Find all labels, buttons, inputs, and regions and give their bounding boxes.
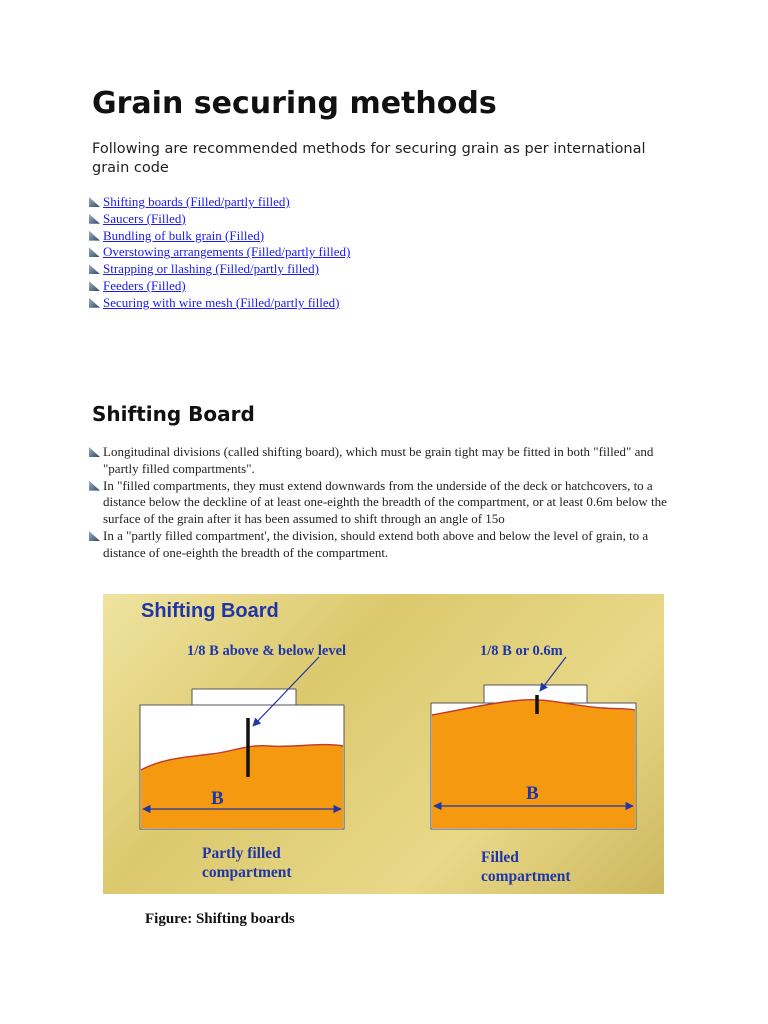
- triangle-bullet-icon: [89, 264, 100, 274]
- link-strapping[interactable]: Strapping or llashing (Filled/partly filled): [103, 261, 319, 277]
- triangle-bullet-icon: [89, 231, 100, 241]
- bullet-text: In "filled compartments, they must extend downwards from the underside of the deck or hatchcovers, to a distance below the deckline of at least one-eighth the breadth of the compartment, or at least 0.6m below the surface of the grain after it has been assumed to shift through an angle of 15o: [103, 477, 667, 527]
- triangle-bullet-icon: [89, 281, 100, 291]
- triangle-bullet-icon: [89, 197, 100, 207]
- list-item: [89, 478, 673, 528]
- left-caption-line-2: compartment: [202, 864, 292, 881]
- triangle-bullet-icon: [89, 531, 100, 541]
- link-wire-mesh[interactable]: Securing with wire mesh (Filled/partly filled): [103, 294, 340, 310]
- bullet-text: In a "partly filled compartment', the division, should extend both above and below the level of grain, to a distance of one-eighth the breadth of the compartment.: [103, 527, 649, 560]
- list-item: [89, 278, 350, 295]
- list-item: [89, 295, 350, 312]
- shifting-board-bullets: [89, 444, 673, 562]
- list-item: [89, 244, 350, 261]
- right-caption-line-1: Filled: [481, 849, 519, 866]
- triangle-bullet-icon: [89, 481, 100, 491]
- methods-link-list: [89, 194, 350, 312]
- link-overstowing[interactable]: Overstowing arrangements (Filled/partly filled): [103, 244, 351, 260]
- link-bundling[interactable]: Bundling of bulk grain (Filled): [103, 227, 265, 243]
- page-title: Grain securing methods: [92, 86, 497, 121]
- link-saucers[interactable]: Saucers (Filled): [103, 210, 186, 226]
- triangle-bullet-icon: [89, 214, 100, 224]
- left-breadth-label: B: [211, 788, 224, 809]
- left-caption-line-1: Partly filled: [202, 845, 281, 862]
- right-caption-line-2: compartment: [481, 868, 571, 885]
- right-breadth-label: B: [526, 783, 539, 804]
- list-item: [89, 228, 350, 245]
- figure-caption: Figure: Shifting boards: [145, 911, 295, 927]
- right-label: 1/8 B or 0.6m: [480, 643, 563, 659]
- left-label: 1/8 B above & below level: [187, 643, 347, 659]
- list-item: [89, 444, 673, 478]
- figure-title: Shifting Board: [141, 600, 279, 622]
- list-item: [89, 261, 350, 278]
- shifting-board-figure: [103, 594, 664, 894]
- triangle-bullet-icon: [89, 447, 100, 457]
- shifting-board-diagram: [103, 594, 664, 894]
- link-shifting-boards[interactable]: Shifting boards (Filled/partly filled): [103, 194, 290, 209]
- bullet-text: Longitudinal divisions (called shifting board), which must be grain tight may be fitted in both "filled" and "partly filled compartments".: [103, 444, 654, 476]
- right-grain-fill: [432, 700, 635, 828]
- link-feeders[interactable]: Feeders (Filled): [103, 277, 186, 293]
- list-item: [89, 194, 350, 211]
- section-heading: Shifting Board: [92, 402, 255, 426]
- list-item: [89, 211, 350, 228]
- intro-paragraph: Following are recommended methods for securing grain as per international grain code: [92, 141, 646, 176]
- triangle-bullet-icon: [89, 247, 100, 257]
- triangle-bullet-icon: [89, 298, 100, 308]
- list-item: [89, 528, 673, 562]
